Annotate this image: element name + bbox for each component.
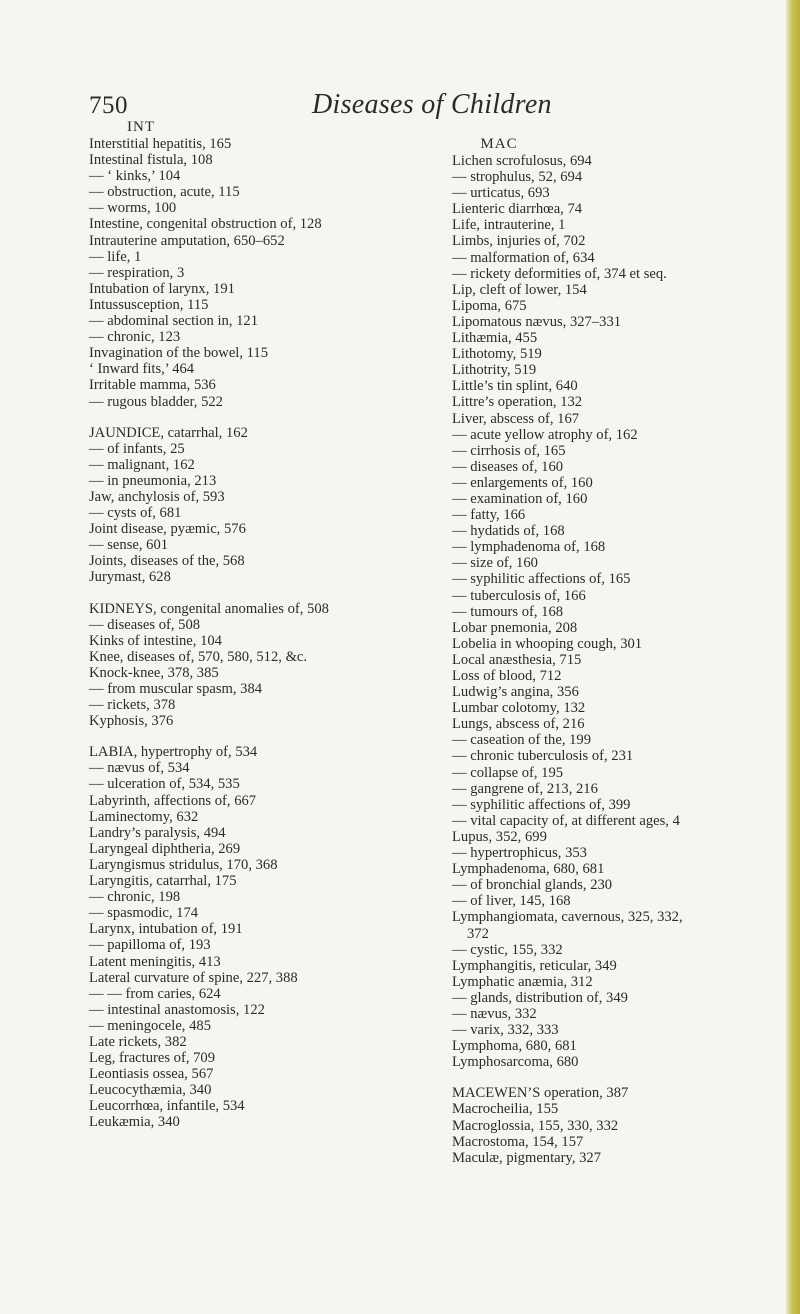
index-entry: — diseases of, 508 [89,616,201,633]
index-entry: MACEWEN’S operation, 387 [452,1085,629,1102]
index-entry: Laryngeal diphtheria, 269 [89,840,241,857]
index-entry: ‘ Inward fits,’ 464 [89,361,195,378]
index-entry: — collapse of, 195 [452,764,564,781]
index-entry: — hydatids of, 168 [452,523,565,540]
index-entry: Kyphosis, 376 [89,713,174,730]
index-letter-group [452,153,792,1070]
index-entry: Lipoma, 675 [452,297,527,314]
index-entry: — rugous bladder, 522 [89,393,223,410]
index-letter-group [89,601,439,730]
index-entry: — varix, 332, 333 [452,1022,559,1039]
index-entry: Macrocheilia, 155 [452,1101,559,1118]
index-entry: Laryngismus stridulus, 170, 368 [89,856,278,873]
index-entry: — sense, 601 [89,537,169,554]
index-entry: Leucorrhœa, infantile, 534 [89,1098,245,1115]
index-entry: Lithotomy, 519 [452,346,542,363]
index-entry: Lymphatic anæmia, 312 [452,973,593,990]
index-entry: LABIA, hypertrophy of, 534 [89,744,258,761]
index-entry: Lungs, abscess of, 216 [452,716,585,733]
group-spacer [89,410,439,425]
index-entry: Lymphangiomata, cavernous, 325, 332, [452,909,683,926]
index-entry: Kinks of intestine, 104 [89,632,222,649]
index-entry: — enlargements of, 160 [452,474,593,491]
index-entry: — in pneumonia, 213 [89,472,217,489]
group-spacer [89,729,439,744]
index-entry: Labyrinth, affections of, 667 [89,792,257,809]
index-entry: — syphilitic affections of, 399 [452,796,631,813]
index-entry: Joints, diseases of the, 568 [89,553,245,570]
left-column-heading: INT [127,119,155,135]
index-entry: — meningocele, 485 [89,1017,211,1034]
index-letter-group [452,1085,792,1165]
index-entry: Littre’s operation, 132 [452,394,583,411]
index-entry: — ulceration of, 534, 535 [89,776,240,793]
index-entry: — tuberculosis of, 166 [452,587,586,604]
index-entry: — abdominal section in, 121 [89,313,259,330]
running-title: Diseases of Children [312,89,552,120]
index-entry: Lymphoma, 680, 681 [452,1038,577,1055]
index-entry: Liver, abscess of, 167 [452,410,580,427]
index-entry: — examination of, 160 [452,490,588,507]
index-entry: — life, 1 [89,248,142,265]
index-entry: Knock-knee, 378, 385 [89,664,219,681]
index-entry: Laryngitis, catarrhal, 175 [89,873,237,890]
index-entry: Jaw, anchylosis of, 593 [89,488,225,505]
index-entry: — acute yellow atrophy of, 162 [452,426,638,443]
index-entry: — lymphadenoma of, 168 [452,539,606,556]
index-entry: — from muscular spasm, 384 [89,681,263,697]
index-letter-group [89,425,439,586]
index-entry: — of infants, 25 [89,440,185,457]
index-letter-group [89,136,439,410]
index-entry: Little’s tin splint, 640 [452,378,578,395]
index-entry: — size of, 160 [452,555,538,572]
index-entry: Joint disease, pyæmic, 576 [89,521,246,538]
index-entry: Latent meningitis, 413 [89,953,221,970]
index-entry: — worms, 100 [89,200,177,217]
index-entry: Lienteric diarrhœa, 74 [452,201,583,218]
right-column [452,135,792,1166]
index-entry: Knee, diseases of, 570, 580, 512, &c. [89,648,308,665]
index-entry: Irritable mamma, 536 [89,377,216,394]
index-entry: Lichen scrofulosus, 694 [452,153,592,169]
index-entry: — — from caries, 624 [89,985,221,1002]
index-entry: — nævus, 332 [452,1005,537,1022]
index-entry: Local anæsthesia, 715 [452,651,582,668]
index-entry: — tumours of, 168 [452,603,564,620]
index-entry: Macroglossia, 155, 330, 332 [452,1117,619,1134]
index-entry: — cirrhosis of, 165 [452,442,566,459]
index-entry: Maculæ, pigmentary, 327 [452,1149,602,1166]
index-entry: Limbs, injuries of, 702 [452,233,586,250]
index-entry: — chronic tuberculosis of, 231 [452,748,634,765]
index-entry: Life, intrauterine, 1 [452,217,566,234]
index-entry: Invagination of the bowel, 115 [89,345,269,362]
index-entry: Intrauterine amputation, 650–652 [89,232,285,249]
index-entry: — malignant, 162 [89,456,195,473]
page-number: 750 [89,92,128,119]
index-entry: — strophulus, 52, 694 [452,169,583,186]
index-entry: Interstitial hepatitis, 165 [89,136,232,152]
index-entry: Leucocythæmia, 340 [89,1082,212,1099]
index-entry: Intussusception, 115 [89,296,209,313]
index-entry: — caseation of the, 199 [452,732,592,749]
left-column [89,118,439,1131]
index-entry: — cysts of, 681 [89,505,182,522]
index-entry: Intestinal fistula, 108 [89,152,213,169]
index-entry: — spasmodic, 174 [89,905,199,922]
index-entry: — rickety deformities of, 374 et seq. [452,265,667,282]
index-entry: Laminectomy, 632 [89,808,199,825]
group-spacer [452,1070,792,1085]
index-entry: Lip, cleft of lower, 154 [452,281,587,298]
index-entry: Lobelia in whooping cough, 301 [452,635,643,652]
index-entry: Lobar pnemonia, 208 [452,619,578,636]
index-entry: JAUNDICE, catarrhal, 162 [89,424,248,441]
index-entry: Jurymast, 628 [89,569,171,586]
index-entry: Lymphadenoma, 680, 681 [452,861,605,878]
index-entry: Macrostoma, 154, 157 [452,1133,584,1150]
index-entry: Lipomatous nævus, 327–331 [452,313,622,330]
index-entry: Loss of blood, 712 [452,668,562,684]
index-entry: Lymphosarcoma, 680 [452,1054,579,1071]
index-entry: — of liver, 145, 168 [452,893,571,910]
index-entry: Lumbar colotomy, 132 [452,700,586,717]
index-entry: Lithæmia, 455 [452,330,538,347]
index-entry: Intubation of larynx, 191 [89,280,235,297]
right-column-heading: MAC [480,136,518,152]
index-entry: Larynx, intubation of, 191 [89,921,243,938]
index-entry: Intestine, congenital obstruction of, 128 [89,216,322,233]
index-entry: Lupus, 352, 699 [452,828,547,845]
index-entry: — respiration, 3 [89,264,185,281]
index-entry: Leukæmia, 340 [89,1114,180,1131]
index-entry: — glands, distribution of, 349 [452,989,628,1006]
index-entry: — chronic, 123 [89,329,181,346]
index-entry: Leontiasis ossea, 567 [89,1066,214,1083]
index-entry: Ludwig’s angina, 356 [452,684,579,701]
index-entry: Late rickets, 382 [89,1033,187,1050]
index-entry: Lymphangitis, reticular, 349 [452,957,617,974]
index-entry: — vital capacity of, at different ages, 4 [452,812,680,829]
index-entry: — nævus of, 534 [89,760,190,777]
index-entry: — malformation of, 634 [452,249,595,266]
index-entry: — cystic, 155, 332 [452,941,563,958]
index-entry: — rickets, 378 [89,697,176,714]
index-entry: — urticatus, 693 [452,185,550,202]
group-spacer [89,586,439,601]
index-letter-group [89,744,439,1130]
index-entry: — ‘ kinks,’ 104 [89,168,181,185]
index-entry: — hypertrophicus, 353 [452,845,587,862]
index-entry: — of bronchial glands, 230 [452,877,613,894]
index-entry: — fatty, 166 [452,507,526,524]
index-entry: — obstruction, acute, 115 [89,184,240,201]
index-entry: Lithotrity, 519 [452,362,537,379]
index-entry: KIDNEYS, congenital anomalies of, 508 [89,600,329,617]
index-entry: Leg, fractures of, 709 [89,1050,216,1067]
index-entry: — syphilitic affections of, 165 [452,571,631,588]
index-entry: — papilloma of, 193 [89,937,211,954]
index-entry: — intestinal anastomosis, 122 [89,1001,265,1018]
index-entry: — diseases of, 160 [452,458,564,475]
index-entry: Lateral curvature of spine, 227, 388 [89,969,298,986]
index-entry: 372 [467,925,489,942]
index-entry: — chronic, 198 [89,889,181,906]
index-entry: — gangrene of, 213, 216 [452,780,598,797]
index-entry: Landry’s paralysis, 494 [89,824,226,841]
